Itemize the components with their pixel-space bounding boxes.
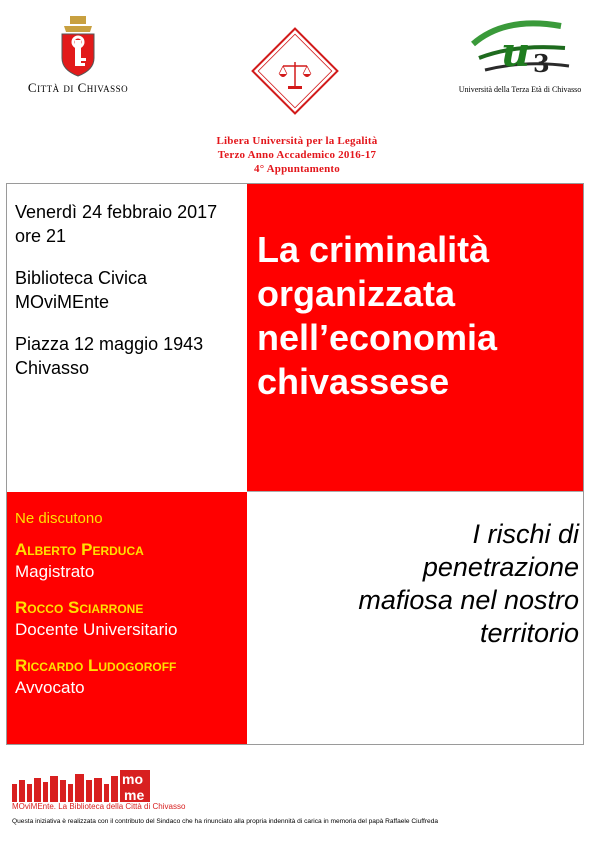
u3-logo [458, 14, 582, 94]
speaker-role: Docente Universitario [15, 620, 178, 639]
subtitle-line: penetrazione [422, 552, 579, 582]
movimente-logo [12, 770, 186, 812]
speaker-name: Riccardo Ludogoroff [15, 656, 177, 675]
event-heading [0, 134, 594, 176]
scales-of-justice-icon [250, 26, 340, 116]
city-logo [14, 14, 142, 106]
event-time: ore 21 [15, 226, 67, 246]
speaker-role: Magistrato [15, 562, 95, 581]
title-line: nell’economia [257, 317, 498, 358]
venue-name: Biblioteca Civica [15, 268, 148, 288]
event-title [257, 228, 577, 404]
poster-grid [6, 183, 584, 745]
speakers-panel [7, 492, 247, 744]
title-line: chivassese [257, 361, 450, 402]
speakers-label: Ne discutono [15, 510, 103, 527]
event-info-panel [7, 184, 247, 492]
venue-subname: MOviMEnte [15, 292, 110, 312]
speaker-item [15, 655, 243, 699]
city-caption: Città di Chivasso [27, 80, 129, 95]
svg-text:u: u [501, 29, 531, 76]
footer-note: Questa iniziativa è realizzata con il contributo del Sindaco che ha rinunciato alla propria indennità di carica in memoria del papà Raffaele Ciuffreda [12, 818, 439, 825]
venue-address: Piazza 12 maggio 1943 [15, 334, 204, 354]
title-line: La criminalità [257, 229, 490, 270]
speaker-item [15, 597, 243, 641]
speaker-role: Avvocato [15, 678, 85, 697]
heading-line: Libera Università per la Legalità [216, 135, 378, 147]
subtitle-panel [247, 492, 583, 744]
event-date: Venerdì 24 febbraio 2017 [15, 202, 218, 222]
city-crest-icon [56, 14, 100, 78]
speaker-name: Rocco Sciarrone [15, 598, 144, 617]
u3-caption: Università della Terza Età di Chivasso [458, 85, 582, 94]
title-line: organizzata [257, 273, 456, 314]
svg-text:me: me [124, 787, 145, 803]
svg-text:mo: mo [122, 771, 143, 787]
heading-line: 4° Appuntamento [254, 163, 340, 175]
svg-text:3: 3 [533, 49, 550, 78]
speaker-name: Alberto Perduca [15, 540, 144, 559]
title-panel [247, 184, 583, 492]
event-subtitle [259, 518, 579, 650]
venue-city: Chivasso [15, 358, 90, 378]
movimente-caption: MOviMEnte. La Biblioteca della Città di Chivasso [12, 802, 186, 811]
speaker-item [15, 539, 243, 583]
heading-line: Terzo Anno Accademico 2016-17 [217, 149, 377, 161]
subtitle-line: I rischi di [472, 519, 579, 549]
subtitle-line: territorio [479, 618, 579, 648]
subtitle-line: mafiosa nel nostro [358, 585, 579, 615]
u3-emblem-icon [465, 14, 575, 82]
association-logo [250, 26, 340, 116]
library-books-icon [12, 770, 162, 804]
